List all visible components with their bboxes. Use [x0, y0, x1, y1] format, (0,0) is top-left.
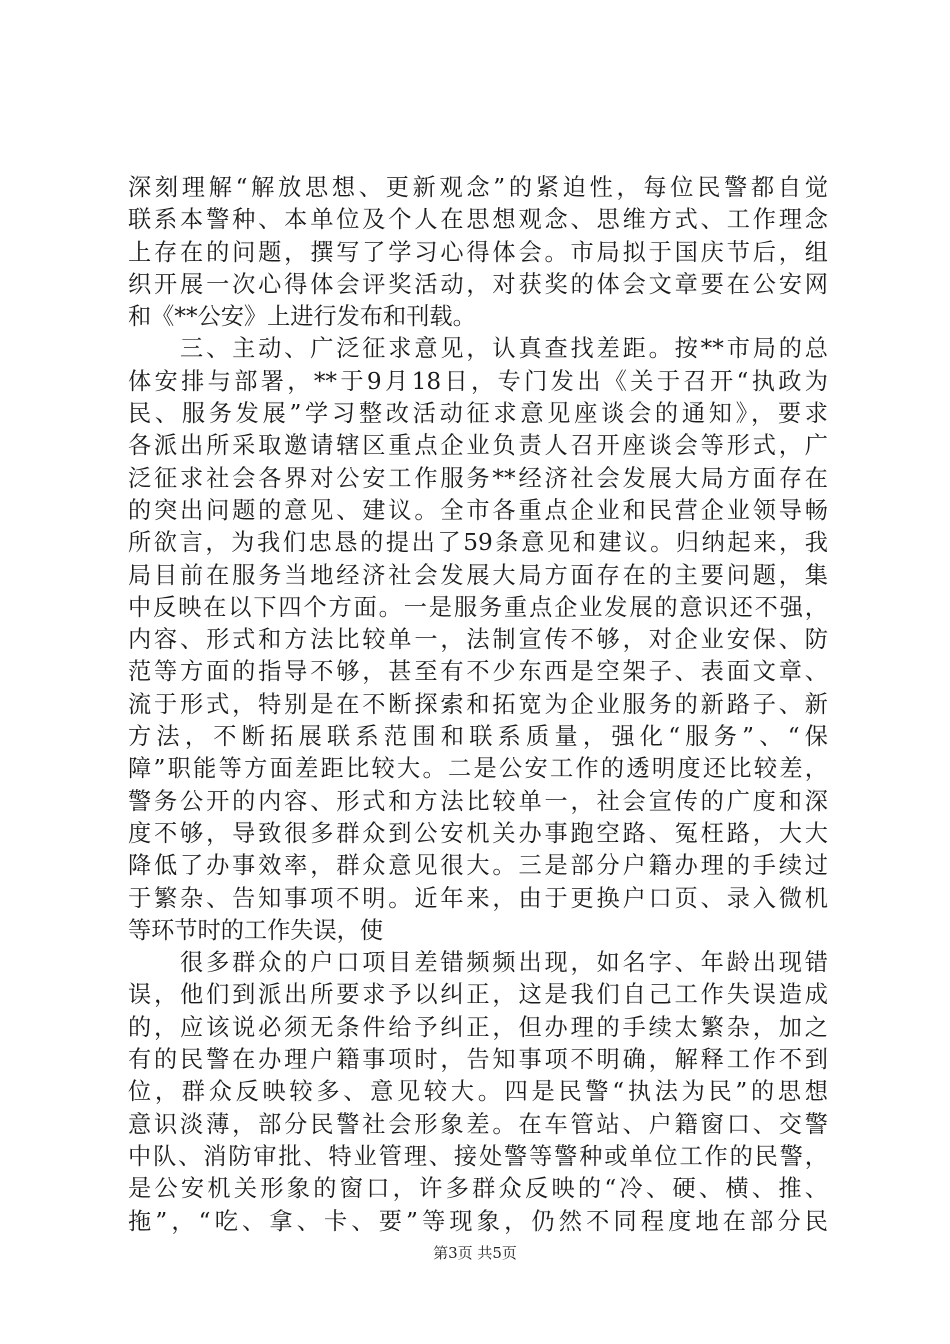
text-line: 于繁杂、告知事项不明。近年来，由于更换户口页、录入微机 — [128, 884, 828, 912]
text-line: 意识淡薄，部分民警社会形象差。在车管站、户籍窗口、交警 — [128, 1110, 828, 1138]
text-line: 误，他们到派出所要求予以纠正，这是我们自己工作失误造成 — [128, 981, 828, 1009]
text-line: 的突出问题的意见、建议。全市各重点企业和民营企业领导畅 — [128, 496, 828, 524]
text-line: 上存在的问题，撰写了学习心得体会。市局拟于国庆节后，组 — [128, 238, 828, 266]
text-line: 降低了办事效率，群众意见很大。三是部分户籍办理的手续过 — [128, 852, 828, 880]
text-line: 很多群众的户口项目差错频频出现，如名字、年龄出现错 — [128, 949, 828, 977]
text-line: 有的民警在办理户籍事项时，告知事项不明确，解释工作不到 — [128, 1046, 828, 1074]
text-line: 各派出所采取邀请辖区重点企业负责人召开座谈会等形式，广 — [128, 432, 828, 460]
text-line: 体安排与部署，**于9月18日，专门发出《关于召开“执政为 — [128, 367, 828, 395]
text-line: 织开展一次心得体会评奖活动，对获奖的体会文章要在公安网 — [128, 270, 828, 298]
text-line: 中队、消防审批、特业管理、接处警等警种或单位工作的民警， — [128, 1142, 828, 1170]
text-line: 和《**公安》上进行发布和刊载。 — [128, 303, 476, 331]
text-line: 内容、形式和方法比较单一，法制宣传不够，对企业安保、防 — [128, 626, 828, 654]
text-line: 所欲言，为我们忠恳的提出了59条意见和建议。归纳起来，我 — [128, 529, 828, 557]
text-line: 障”职能等方面差距比较大。二是公安工作的透明度还比较差， — [128, 755, 828, 783]
text-line: 度不够，导致很多群众到公安机关办事跑空路、冤枉路，大大 — [128, 819, 828, 847]
text-line: 是公安机关形象的窗口，许多群众反映的“冷、硬、横、推、 — [128, 1175, 828, 1203]
text-line: 局目前在服务当地经济社会发展大局方面存在的主要问题，集 — [128, 561, 828, 589]
text-line: 中反映在以下四个方面。一是服务重点企业发展的意识还不强， — [128, 593, 828, 621]
text-line: 深刻理解“解放思想、更新观念”的紧迫性，每位民警都自觉 — [128, 174, 828, 201]
page-number-footer: 第3页 共5页 — [433, 1244, 517, 1262]
text-line: 方法，不断拓展联系范围和联系质量，强化“服务”、“保 — [128, 723, 828, 751]
text-line: 的，应该说必须无条件给予纠正，但办理的手续太繁杂，加之 — [128, 1013, 828, 1041]
text-line: 联系本警种、本单位及个人在思想观念、思维方式、工作理念 — [128, 206, 828, 234]
text-line: 拖”，“吃、拿、卡、要”等现象，仍然不同程度地在部分民 — [128, 1207, 828, 1235]
text-line: 民、服务发展”学习整改活动征求意见座谈会的通知》，要求 — [128, 400, 828, 428]
text-line: 三、主动、广泛征求意见，认真查找差距。按**市局的总 — [128, 335, 828, 363]
text-line: 等环节时的工作失误，使 — [128, 916, 384, 944]
text-line: 警务公开的内容、形式和方法比较单一，社会宣传的广度和深 — [128, 787, 828, 815]
text-line: 泛征求社会各界对公安工作服务**经济社会发展大局方面存在 — [128, 464, 828, 492]
text-line: 流于形式，特别是在不断探索和拓宽为企业服务的新路子、新 — [128, 690, 828, 718]
text-line: 位，群众反映较多、意见较大。四是民警“执法为民”的思想 — [128, 1078, 828, 1106]
body-text — [128, 172, 828, 1238]
text-line: 范等方面的指导不够，甚至有不少东西是空架子、表面文章、 — [128, 658, 828, 686]
